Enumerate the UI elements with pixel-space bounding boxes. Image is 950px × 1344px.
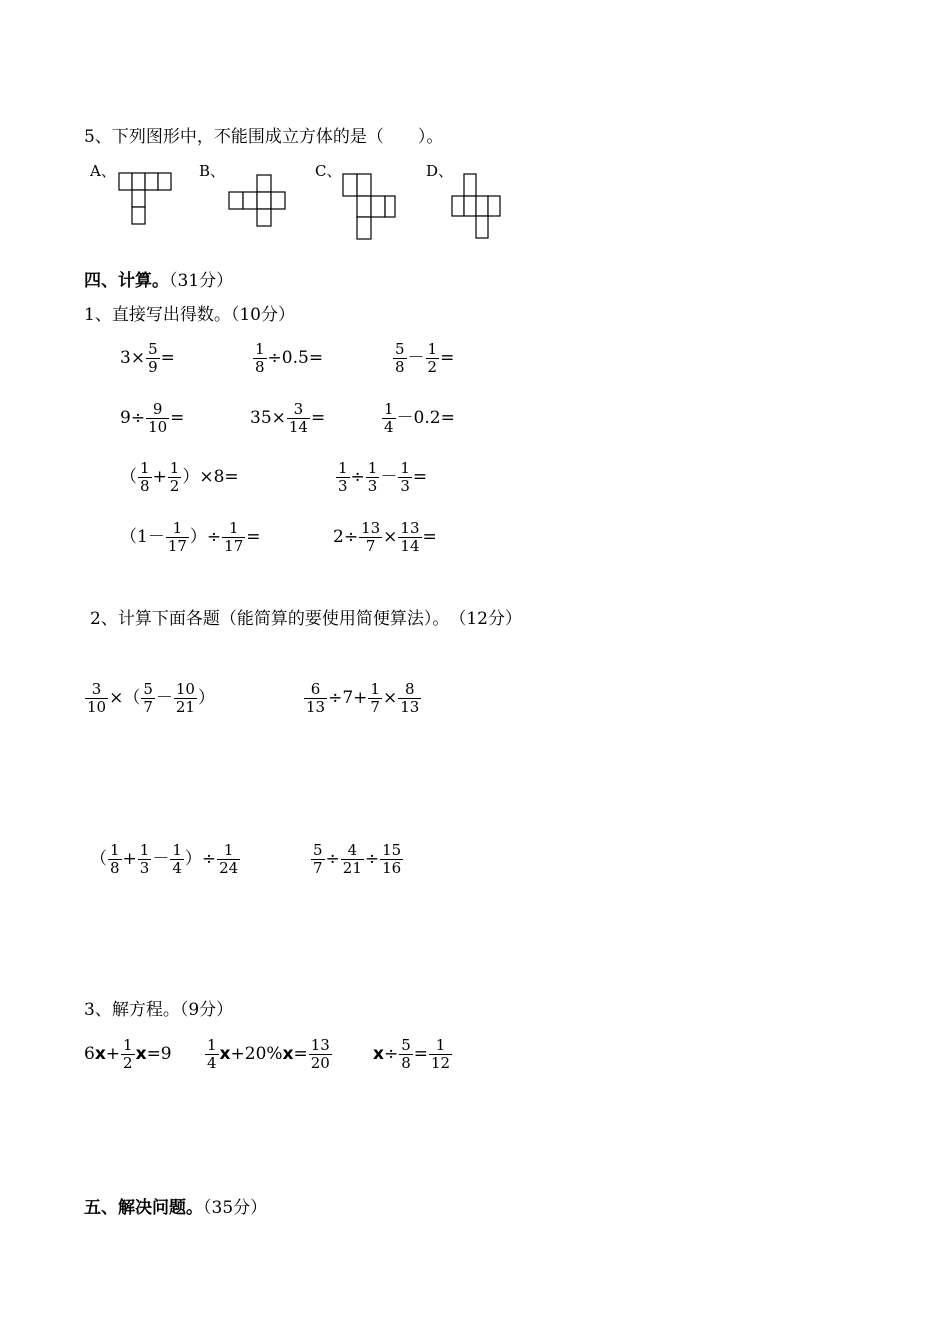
- expr-1: 3× $\frac{5}{9}$ =: [120, 340, 175, 376]
- expr-10: 2÷ $\frac{13}{7}$ × $\frac{13}{14}$ =: [333, 519, 437, 555]
- equation-2: $\frac{1}{4}$ x+20%x= $\frac{13}{20}$: [207, 1036, 330, 1072]
- calc-3: （ $\frac{1}{8}$ + $\frac{1}{3}$ － $\frac{1}{4}$ ）÷ $\frac{1}{24}$: [90, 841, 239, 877]
- q5-text: 5、下列图形中，不能围成立方体的是（ ）。: [84, 127, 444, 147]
- section4-title: 四、计算。: [84, 271, 169, 291]
- section5-score: （35分）: [203, 1198, 268, 1218]
- calc-2: $\frac{6}{13}$ ÷7+ $\frac{1}{7}$ × $\frac{8}{13}$: [306, 680, 420, 716]
- expr-3: $\frac{5}{8}$ － $\frac{1}{2}$ =: [395, 340, 455, 376]
- equation-3: x÷ $\frac{5}{8}$ = $\frac{1}{12}$: [373, 1036, 451, 1072]
- cube-net-c: [341, 172, 397, 242]
- sub3-title: 3、解方程。（9分）: [84, 1000, 234, 1020]
- expr-8: $\frac{1}{3}$ ÷ $\frac{1}{3}$ － $\frac{1}{3}$ =: [338, 459, 428, 495]
- section5-title: 五、解决问题。: [84, 1198, 203, 1218]
- cube-net-d: [450, 172, 506, 242]
- section5-heading: [84, 1197, 267, 1219]
- calc-4: $\frac{5}{7}$ ÷ $\frac{4}{21}$ ÷ $\frac{15}{16}$: [313, 841, 402, 877]
- expr-5: 35× $\frac{3}{14}$ =: [250, 400, 326, 436]
- expr-6: $\frac{1}{4}$ －0.2=: [384, 400, 455, 436]
- expr-9: （1－ $\frac{1}{17}$ ）÷ $\frac{1}{17}$ =: [120, 519, 261, 555]
- option-a-label: A、: [90, 162, 116, 180]
- expr-7: （ $\frac{1}{8}$ + $\frac{1}{2}$ ）×8=: [120, 459, 239, 495]
- cube-net-a: [118, 172, 174, 228]
- expr-2: $\frac{1}{8}$ ÷0.5=: [255, 340, 324, 376]
- option-b-label: B、: [199, 162, 226, 180]
- cube-net-b: [227, 172, 289, 228]
- equation-1: 6x+ $\frac{1}{2}$ x=9: [84, 1036, 172, 1072]
- expr-4: 9÷ $\frac{9}{10}$ =: [120, 400, 185, 436]
- option-c-label: C、: [315, 162, 342, 180]
- section4-heading: [84, 270, 233, 292]
- sub1-title: 1、直接写出得数。（10分）: [84, 305, 295, 325]
- sub2-title: 2、计算下面各题（能简算的要使用简便算法）。 （12分）: [90, 609, 522, 629]
- option-d-label: D、: [426, 162, 454, 180]
- section4-score: （31分）: [169, 271, 234, 291]
- calc-1: $\frac{3}{10}$ ×（ $\frac{5}{7}$ － $\frac{10}{21}$ ）: [87, 680, 215, 716]
